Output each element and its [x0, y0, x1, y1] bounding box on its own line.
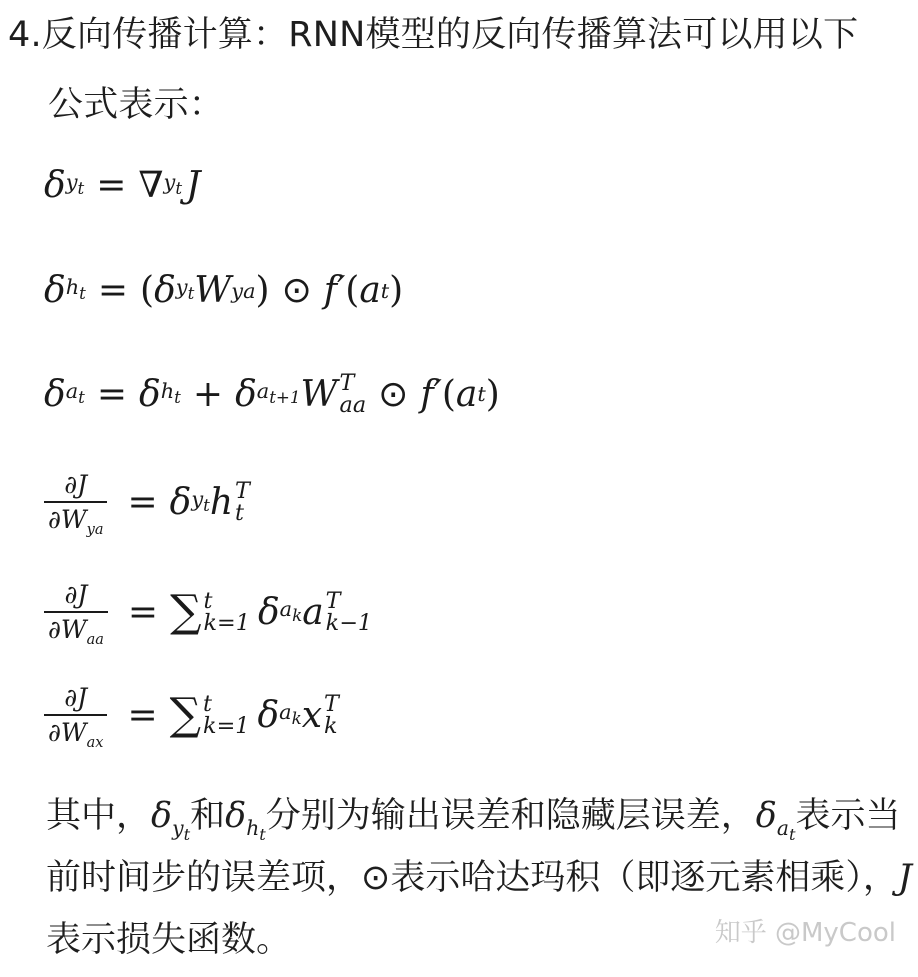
- denominator: ∂W: [48, 505, 87, 534]
- fraction: [44, 580, 108, 648]
- heading-line2: 公式表示：: [48, 85, 225, 125]
- delta-symbol: δ: [154, 270, 176, 311]
- equation-3: δ $a_t$ = δ $h_t$ + δ $a_{t+1}$ W T aa ⊙ f′ ( a t ): [44, 370, 500, 419]
- subsubscript: k: [292, 605, 303, 626]
- subsubscript: t: [78, 387, 85, 408]
- text: 表示哈达玛积（即逐元素相乘），: [390, 858, 898, 898]
- subscript: k−1: [325, 610, 373, 636]
- subscript: a: [65, 379, 79, 404]
- delta-symbol: δ: [44, 373, 66, 415]
- subsubscript: t: [77, 178, 85, 199]
- delta-symbol: δ: [755, 796, 777, 836]
- fraction: [44, 683, 107, 751]
- equation-5: [44, 580, 373, 648]
- open-paren: (: [140, 270, 155, 311]
- subscript: h: [160, 379, 175, 404]
- hidden-symbol: h: [209, 481, 234, 523]
- subsubscript: t: [79, 283, 86, 304]
- open-paren: (: [441, 373, 456, 415]
- subsubscript: t: [788, 825, 796, 845]
- subsubscript: t+1: [269, 387, 301, 408]
- superscript: T: [325, 587, 341, 614]
- superscript: T: [324, 690, 339, 717]
- subsubscript: t: [259, 825, 266, 845]
- subscript: k: [324, 713, 338, 739]
- subscript: ya: [86, 522, 104, 538]
- subscript: a: [279, 596, 293, 621]
- subscript: y: [172, 816, 184, 840]
- delta-symbol: δ: [44, 165, 66, 206]
- text: 其中，: [46, 796, 152, 836]
- activation-symbol: a: [302, 591, 324, 633]
- derivative-symbol: f′: [420, 373, 442, 415]
- equation-6: [44, 683, 339, 751]
- denominator: ∂W: [48, 615, 87, 644]
- subsubscript: t: [174, 387, 181, 408]
- equals-sign: =: [127, 591, 159, 633]
- equals-sign: =: [96, 373, 128, 415]
- delta-symbol: δ: [257, 694, 280, 736]
- watermark: 知乎 @MyCool: [714, 918, 896, 948]
- subscript: y: [175, 275, 188, 300]
- close-paren: ): [255, 270, 270, 311]
- subscript: k=1: [203, 713, 250, 739]
- delta-symbol: δ: [257, 591, 280, 633]
- superscript: T: [339, 370, 355, 396]
- subscript: y: [163, 170, 176, 195]
- numerator: ∂J: [64, 470, 88, 499]
- weight-symbol: W: [300, 373, 338, 415]
- hadamard-symbol: ⊙: [281, 270, 312, 311]
- text: 表示当前时间步的误差项，: [46, 796, 901, 898]
- text: 分别为输出误差和隐藏层误差，: [265, 796, 756, 836]
- equals-sign: =: [127, 481, 158, 523]
- numerator: ∂J: [64, 683, 88, 712]
- loss-symbol: J: [897, 858, 912, 898]
- delta-symbol: δ: [139, 373, 161, 415]
- subscript: h: [246, 816, 260, 840]
- fraction: [44, 470, 107, 538]
- activation-symbol: a: [359, 270, 381, 311]
- equation-4: [44, 470, 250, 538]
- text: 和: [190, 796, 226, 836]
- equals-sign: =: [96, 165, 127, 206]
- subscript: k=1: [203, 610, 250, 636]
- nabla-symbol: ∇: [138, 165, 164, 206]
- text: 表示损失函数。: [46, 920, 292, 960]
- subsubscript: t: [203, 495, 210, 516]
- subscript: aa: [339, 392, 367, 419]
- denominator: ∂W: [48, 718, 87, 747]
- delta-symbol: δ: [151, 796, 173, 836]
- subscript: h: [65, 275, 80, 300]
- subsubscript: t: [183, 825, 191, 845]
- subscript: y: [65, 170, 78, 195]
- close-paren: ): [389, 270, 404, 311]
- loss-symbol: J: [186, 165, 201, 206]
- delta-symbol: δ: [235, 373, 257, 415]
- equation-2: δ $h_t$ = ( δ $y_t$ W ya ) ⊙ f′ ( a t ): [44, 270, 404, 311]
- superscript: t: [203, 690, 213, 717]
- subscript: t: [235, 500, 244, 526]
- close-paren: ): [485, 373, 500, 415]
- equals-sign: =: [127, 694, 158, 736]
- subsubscript: t: [175, 178, 183, 199]
- heading-line1: 反向传播计算：RNN模型的反向传播算法可以用以下: [41, 15, 859, 55]
- subscript: a: [256, 379, 270, 404]
- sum-symbol: ∑: [169, 689, 202, 740]
- numerator: ∂J: [64, 580, 88, 609]
- subsubscript: k: [291, 708, 302, 729]
- equals-sign: =: [97, 270, 129, 311]
- hadamard-symbol: ⊙: [361, 858, 391, 898]
- weight-symbol: W: [194, 270, 232, 311]
- sum-symbol: ∑: [170, 586, 202, 637]
- equation-1: [44, 165, 200, 206]
- derivative-symbol: f′: [323, 270, 346, 311]
- hadamard-symbol: ⊙: [378, 373, 409, 415]
- subscript: a: [279, 699, 292, 724]
- subscript: aa: [86, 632, 104, 648]
- superscript: t: [203, 587, 213, 614]
- activation-symbol: a: [455, 373, 478, 415]
- open-paren: (: [345, 270, 360, 311]
- subscript: ax: [86, 735, 104, 751]
- subscript: a: [776, 816, 789, 840]
- input-symbol: x: [301, 694, 323, 736]
- delta-symbol: δ: [44, 270, 66, 311]
- heading: [8, 0, 913, 140]
- superscript: T: [235, 477, 250, 504]
- subscript: y: [191, 486, 204, 511]
- plus-sign: +: [192, 373, 224, 415]
- delta-symbol: δ: [225, 796, 247, 836]
- delta-symbol: δ: [169, 481, 192, 523]
- heading-number: 4.: [8, 15, 42, 55]
- subsubscript: t: [187, 283, 195, 304]
